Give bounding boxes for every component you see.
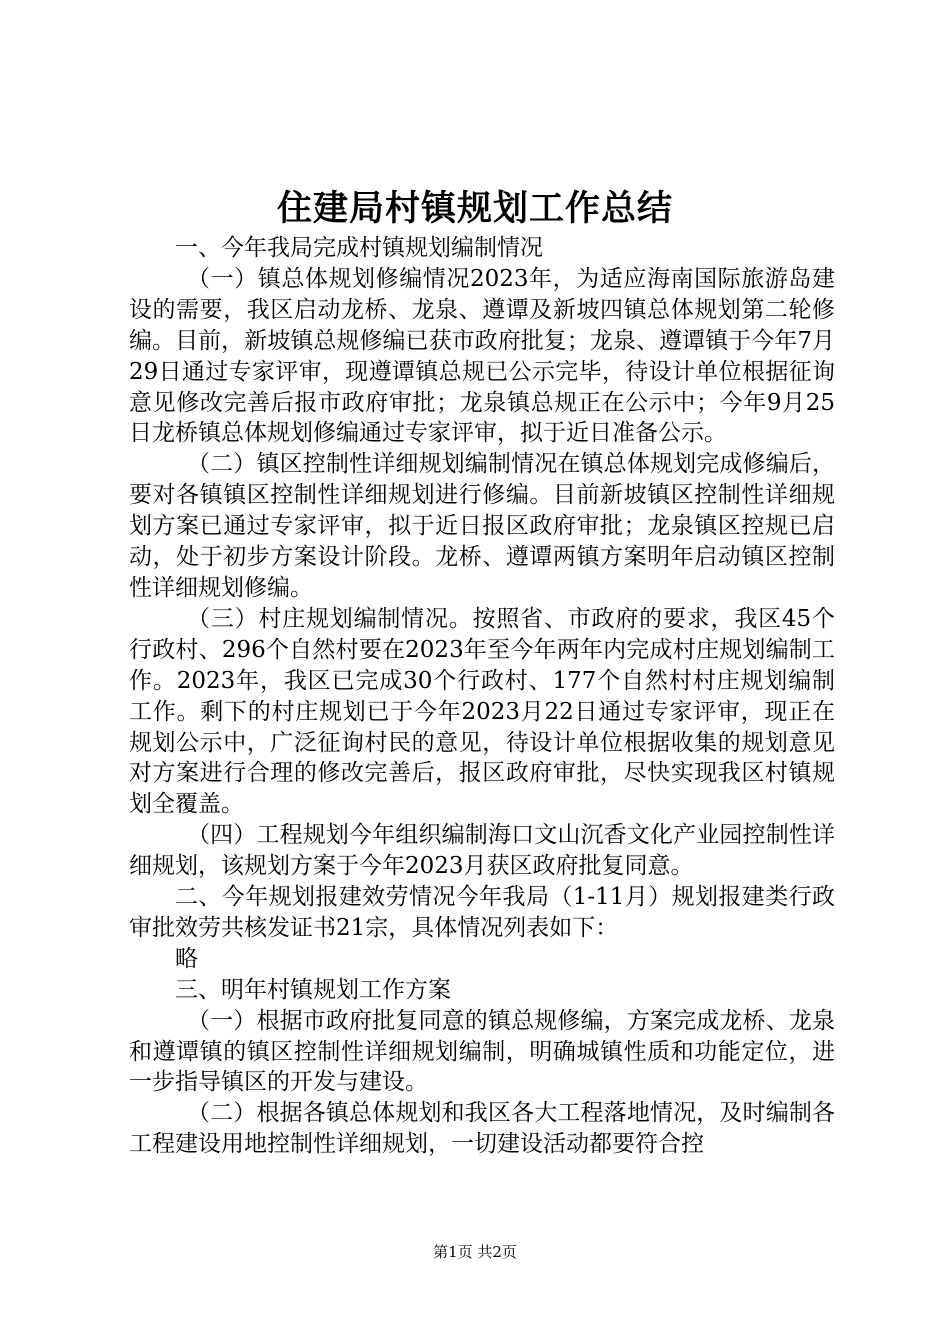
body-paragraph: （二）根据各镇总体规划和我区各大工程落地情况，及时编制各工程建设用地控制性详细规划，一切建设活动都要符合控: [129, 1100, 835, 1158]
document-title: 住建局村镇规划工作总结: [276, 188, 673, 229]
document-body: [129, 233, 835, 1160]
body-paragraph: （一）镇总体规划修编情况2023年，为适应海南国际旅游岛建设的需要，我区启动龙桥、龙泉、遵谭及新坡四镇总体规划第二轮修编。目前，新坡镇总规修编已获市政府批复；龙泉、遵谭镇于今年7月29日通过专家评审，现遵谭镇总规已公示完毕，待设计单位根据征询意见修改完善后报市政府审批；龙泉镇总规正在公示中；今年9月25日龙桥镇总体规划修编通过专家评审，拟于近日准备公示。: [129, 265, 835, 447]
section-heading: 三、明年村镇规划工作方案: [175, 976, 451, 1003]
body-paragraph: （一）根据市政府批复同意的镇总规修编，方案完成龙桥、龙泉和遵谭镇的镇区控制性详细规划编制，明确城镇性质和功能定位，进一步指导镇区的开发与建设。: [129, 1007, 835, 1096]
section-heading: 一、今年我局完成村镇规划编制情况: [175, 235, 543, 261]
body-paragraph: （二）镇区控制性详细规划编制情况在镇总体规划完成修编后，要对各镇镇区控制性详细规划进行修编。目前新坡镇区控制性详细规划方案已通过专家评审，拟于近日报区政府审批；龙泉镇区控规已启动，处于初步方案设计阶段。龙桥、遵谭两镇方案明年启动镇区控制性详细规划修编。: [129, 451, 835, 601]
page-footer: 第1页 共2页: [433, 1243, 517, 1261]
body-paragraph: （三）村庄规划编制情况。按照省、市政府的要求，我区45个行政村、296个自然村要在2023年至今年两年内完成村庄规划编制工作。2023年，我区已完成30个行政村、177个自然村村庄规划编制工作。剩下的村庄规划已于今年2023月22日通过专家评审，现正在规划公示中，广泛征询村民的意见，待设计单位根据收集的规划意见对方案进行合理的修改完善后，报区政府审批，尽快实现我区村镇规划全覆盖。: [129, 605, 835, 818]
body-paragraph: 略: [175, 945, 198, 972]
section-heading: 二、今年规划报建效劳情况今年我局（1-11月）规划报建类行政审批效劳共核发证书21宗，具体情况列表如下：: [129, 884, 835, 941]
body-paragraph: （四）工程规划今年组织编制海口文山沉香文化产业园控制性详细规划，该规划方案于今年2023月获区政府批复同意。: [129, 822, 835, 880]
